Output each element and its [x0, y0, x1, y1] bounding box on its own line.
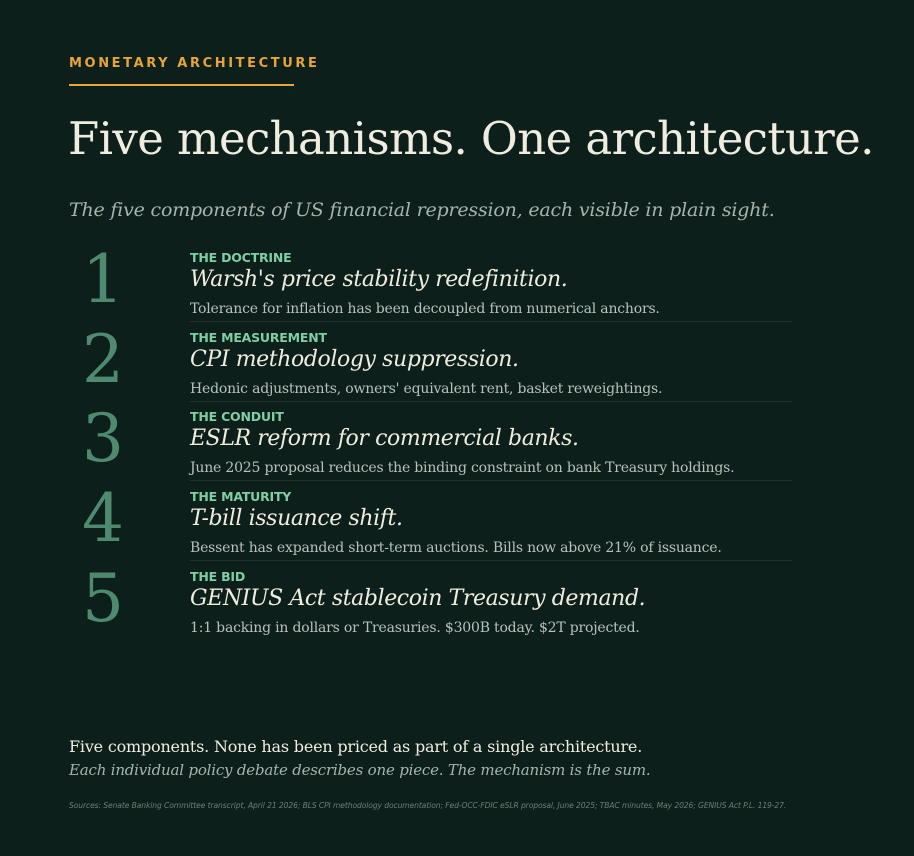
mechanism-description: Tolerance for inflation has been decoupled from numerical anchors. [190, 301, 660, 317]
mechanism-divider [190, 321, 792, 322]
mechanism-kicker: THE MEASUREMENT [190, 330, 327, 345]
mechanism-description: Hedonic adjustments, owners' equivalent rent, basket reweightings. [190, 381, 663, 397]
section-eyebrow: MONETARY ARCHITECTURE [69, 56, 320, 71]
mechanism-description: 1:1 backing in dollars or Treasuries. $300B today. $2T projected. [190, 620, 640, 636]
mechanism-title: T-bill issuance shift. [190, 506, 403, 531]
mechanism-item [0, 321, 914, 402]
mechanism-divider [190, 401, 792, 402]
mechanism-item [0, 560, 914, 641]
mechanism-kicker: THE DOCTRINE [190, 250, 292, 265]
mechanism-title: GENIUS Act stablecoin Treasury demand. [190, 586, 646, 611]
closing-statement: Five components. None has been priced as part of a single architecture. [69, 737, 643, 756]
mechanism-kicker: THE MATURITY [190, 489, 292, 504]
mechanism-item [0, 400, 914, 481]
mechanism-kicker: THE CONDUIT [190, 409, 284, 424]
page-headline: Five mechanisms. One architecture. [68, 112, 874, 165]
mechanism-number: 2 [82, 321, 124, 398]
closing-subtext: Each individual policy debate describes one piece. The mechanism is the sum. [69, 761, 651, 779]
mechanism-number: 5 [82, 560, 124, 637]
mechanism-divider [190, 560, 792, 561]
sources-footnote: Sources: Senate Banking Committee transcript, April 21 2026; BLS CPI methodology documentation; Fed-OCC-FDIC eSLR proposal, June 2025; TBAC minutes, May 2026; GENIUS Act P.L. 119-27. [69, 801, 787, 810]
mechanism-kicker: THE BID [190, 569, 246, 584]
eyebrow-underline [69, 84, 294, 86]
mechanism-number: 3 [82, 400, 124, 477]
mechanism-description: Bessent has expanded short-term auctions. Bills now above 21% of issuance. [190, 540, 722, 556]
mechanism-title: Warsh's price stability redefinition. [190, 267, 568, 292]
mechanism-item [0, 241, 914, 322]
mechanism-description: June 2025 proposal reduces the binding constraint on bank Treasury holdings. [190, 460, 735, 476]
mechanism-number: 4 [82, 480, 124, 557]
page-subtitle: The five components of US financial repression, each visible in plain sight. [69, 199, 775, 221]
mechanism-item [0, 480, 914, 561]
mechanism-divider [190, 480, 792, 481]
mechanism-title: CPI methodology suppression. [190, 347, 519, 372]
mechanism-title: ESLR reform for commercial banks. [190, 426, 579, 451]
mechanism-number: 1 [82, 241, 124, 318]
